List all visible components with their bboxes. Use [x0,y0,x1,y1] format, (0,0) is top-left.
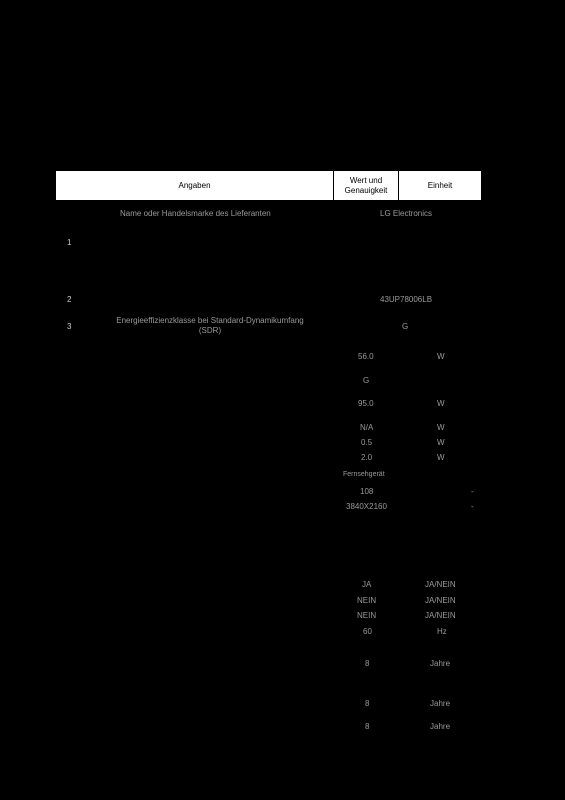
diagonal-unit: - [471,487,474,496]
power-sdr-unit: W [437,352,445,361]
years-unit-3: Jahre [430,722,451,731]
standby-value: 0.5 [361,438,373,447]
network-standby-unit: W [437,453,445,462]
refresh-rate-value: 60 [363,627,372,636]
eec-label-line1: Energieeffizienzklasse bei Standard-Dynamikumfang [116,316,304,325]
standby-unit: W [437,438,445,447]
na-value: N/A [360,423,374,432]
power-hdr-unit: W [437,399,445,408]
years-unit-1: Jahre [430,659,451,668]
years-value-1: 8 [365,659,370,668]
column-header-wert [334,171,398,200]
eec-label [90,316,330,336]
power-hdr-value: 95.0 [358,399,374,408]
resolution-unit: - [471,502,474,511]
column-header-angaben [56,171,333,200]
yes-no-unit-2: JA/NEIN [425,596,456,605]
row-number-1: 1 [67,238,72,247]
yes-no-value-1: JA [362,580,372,589]
eec-label-line2: (SDR) [198,326,222,335]
years-value-2: 8 [365,699,370,708]
na-unit: W [437,423,445,432]
years-value-3: 8 [365,722,370,731]
yes-no-value-2: NEIN [357,596,377,605]
column-header-wert-line1: Wert und [349,175,383,185]
model-value: 43UP78006LB [380,295,433,304]
yes-no-unit-3: JA/NEIN [425,611,456,620]
diagonal-value: 108 [360,487,374,496]
power-sdr-value: 56.0 [358,352,374,361]
yes-no-value-3: NEIN [357,611,377,620]
category-value: Fernsehgerät [343,471,385,478]
supplier-value: LG Electronics [380,209,433,218]
network-standby-value: 2.0 [361,453,373,462]
column-header-einheit [399,171,481,200]
row-number-3: 3 [67,322,72,331]
yes-no-unit-1: JA/NEIN [425,580,456,589]
refresh-rate-unit: Hz [437,627,447,636]
class-hdr-value: G [363,376,370,385]
eec-value: G [402,322,409,331]
column-header-angaben-label: Angaben [178,180,211,190]
column-header-wert-label [345,176,388,195]
column-header-wert-line2: Genauigkeit [344,185,388,195]
years-unit-2: Jahre [430,699,451,708]
supplier-label: Name oder Handelsmarke des Lieferanten [120,209,271,218]
row-number-2: 2 [67,295,72,304]
column-header-einheit-label: Einheit [427,180,453,190]
resolution-value: 3840X2160 [346,502,387,511]
